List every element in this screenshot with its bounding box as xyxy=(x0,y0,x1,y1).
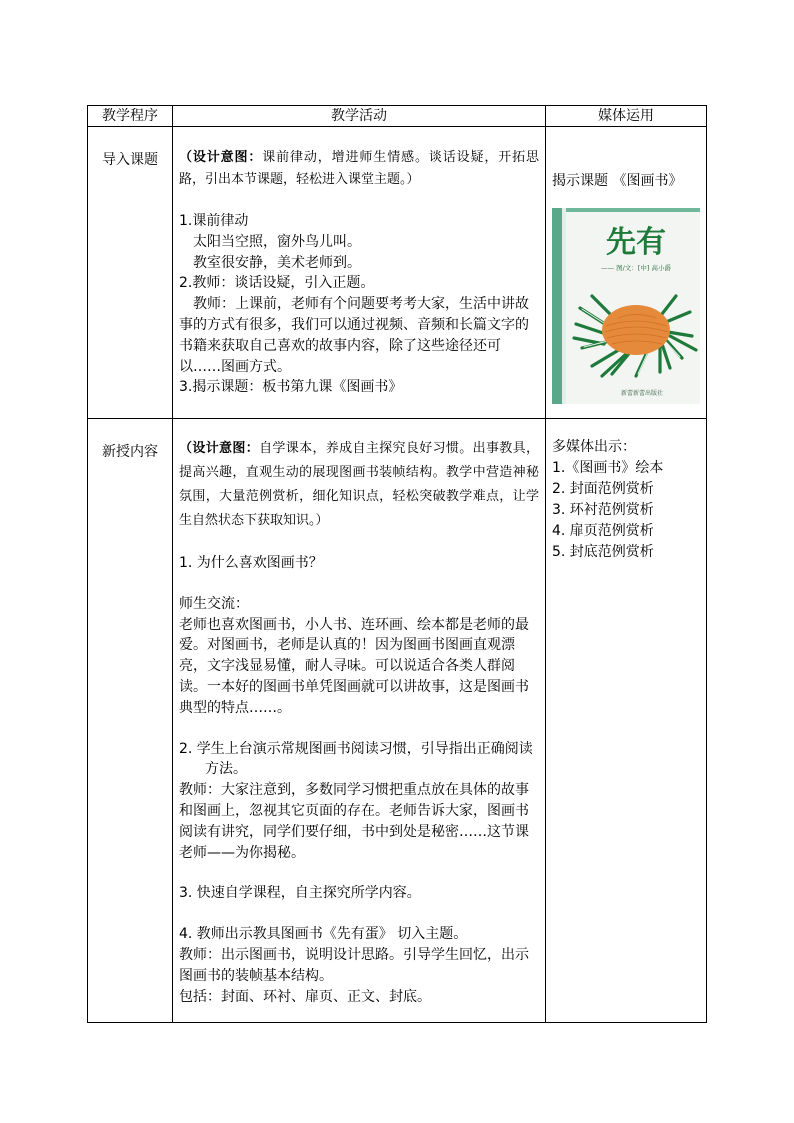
stage-cell: 导入课题 xyxy=(88,127,173,419)
activity-paragraph: 教师：上课前，老师有个问题要考考大家，生活中讲故事的方式有很多，我们可以通过视频、音频和长篇文字的书籍来获取自己喜欢的故事内容，除了这些途径还可以……图画方式。 xyxy=(179,296,529,375)
design-intent-text: 课前律动，增进师生情感。谈话设疑，开拓思路，引出本节课题，轻松进入课堂主题。） xyxy=(179,150,539,187)
exchange-text: 老师也喜欢图画书，小人书、连环画、绘本都是老师的最爱。对图画书，老师是认真的！因为图画书图画直观漂亮，文字浅显易懂，耐人寻味。可以说适合各类人群阅读。一本好的图画书单凭图画就可以讲故事，这是图画书典型的特点……。 xyxy=(179,616,529,716)
activity-line: 1.课前律动 xyxy=(179,213,249,229)
media-item: 5. 封底范例赏析 xyxy=(552,544,654,560)
question-2: 2. 学生上台演示常规图画书阅读习惯，引导指出正确阅读方法。 xyxy=(179,740,533,778)
activity-line: 3.揭示课题：板书第九课《图画书》 xyxy=(179,379,403,396)
design-intent-text: 自学课本，养成自主探究良好习惯。出事教具，提高兴趣，直观生动的展现图画书装帧结构。教学中营造神秘氛围，大量范例赏析，细化知识点，轻松突破教学难点，让学生自然状态下获取知识。） xyxy=(179,441,539,528)
media-title: 揭示课题 《图画书》 xyxy=(552,173,683,189)
media-item: 4. 扉页范例赏析 xyxy=(552,523,654,539)
stage-cell: 新授内容 xyxy=(88,419,173,1023)
design-intent-label: （设计意图： xyxy=(179,441,260,456)
activity-line: 2.教师：谈话设疑，引入正题。 xyxy=(179,275,375,292)
media-item: 1.《图画书》绘本 xyxy=(552,460,664,476)
media-item: 3. 环衬范例赏析 xyxy=(552,502,654,518)
book-publisher: 新蕾新蕾出版社 xyxy=(620,390,664,397)
activity-line: 教室很安静，美术老师到。 xyxy=(193,254,361,271)
header-media: 媒体运用 xyxy=(546,106,707,127)
question-4-include: 包括：封面、环衬、扉页、正文、封底。 xyxy=(179,988,431,1005)
media-title: 多媒体出示： xyxy=(552,439,636,455)
header-activity: 教学活动 xyxy=(173,106,546,127)
design-intent xyxy=(179,147,539,191)
question-1: 1. 为什么喜欢图画书？ xyxy=(179,555,323,571)
lesson-plan-table xyxy=(87,105,707,1023)
book-title: 先有 xyxy=(606,225,666,260)
question-2-teacher: 教师：大家注意到，多数同学习惯把重点放在具体的故事和图画上，忽视其它页面的存在。老师告诉大家，图画书阅读有讲究，同学们要仔细，书中到处是秘密……这节课老师——为你揭秘。 xyxy=(179,782,529,861)
table-row xyxy=(88,127,707,419)
activity-cell xyxy=(173,419,546,1023)
table-row xyxy=(88,419,707,1023)
activity-cell xyxy=(173,127,546,419)
table-header-row xyxy=(88,106,707,127)
header-procedure: 教学程序 xyxy=(88,106,173,127)
question-3: 3. 快速自学课程，自主探究所学内容。 xyxy=(179,885,421,902)
question-4-teacher: 教师：出示图画书，说明设计思路。引导学生回忆，出示图画书的装帧基本结构。 xyxy=(179,946,529,984)
media-cell xyxy=(546,127,707,419)
book-byline: —— 图/文：[中] 高小爵 xyxy=(601,264,671,272)
exchange-label: 师生交流： xyxy=(179,595,249,612)
design-intent xyxy=(179,437,539,533)
media-item: 2. 封面范例赏析 xyxy=(552,481,654,497)
question-4: 4. 教师出示教具图画书《先有蛋》 切入主题。 xyxy=(179,926,468,943)
activity-line: 太阳当空照，窗外鸟儿叫。 xyxy=(193,233,361,250)
book-cover-image xyxy=(552,208,700,404)
design-intent-label: （设计意图： xyxy=(179,150,263,165)
media-cell xyxy=(546,419,707,1023)
